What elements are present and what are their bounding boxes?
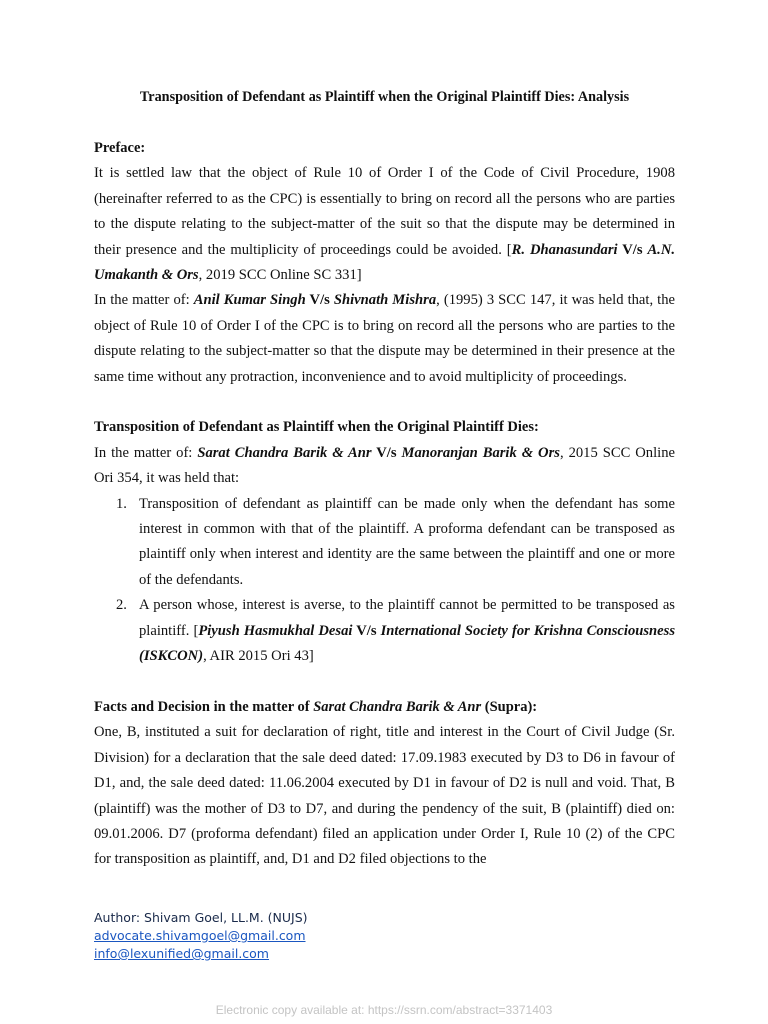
transposition-heading: Transposition of Defendant as Plaintiff when the Original Plaintiff Dies: [94, 419, 539, 436]
case-name: Shivnath Mishra [333, 292, 437, 309]
email-link-1[interactable]: advocate.shivamgoel@gmail.com [94, 928, 306, 943]
preface-paragraph-1: It is settled law that the object of Rule 10 of Order I of the Code of Civil Procedure, 1908 (hereinafter referred to as the CPC) is essentially to bring on record all the persons who are parties to the dispute relating to the subject-matter of the suit so that the dispute may be determined in their presence and the multiplicity of proceedings could be avoided. [R. Dhanasundari V/s A.N. Umakanth & Ors, 2019 SCC Online SC 331] [94, 165, 676, 284]
author-name: Author: Shivam Goel, LL.M. (NUJS) [94, 910, 308, 925]
holdings-list [94, 492, 675, 670]
document-title: Transposition of Defendant as Plaintiff when the Original Plaintiff Dies: Analysis [139, 89, 630, 105]
list-item: 2. A person whose, interest is averse, to the plaintiff cannot be permitted to be transposed as plaintiff. [Piyush Hasmukhal Desai V/s International Society for Krishna Consciousness (ISKCON), AIR 2015 Ori 43] [116, 597, 676, 665]
preface-heading: Preface: [94, 140, 146, 156]
case-name: A.N. Umakanth & Ors [94, 241, 676, 284]
case-name: Anil Kumar Singh [193, 292, 306, 309]
facts-paragraph: One, B, instituted a suit for declaration of right, title and interest in the Court of Civil Judge (Sr. Division) for a declaration that the sale deed dated: 17.09.1983 executed by D3 to D6 in favour of D1, and, the sale deed dated: 11.06.2004 executed by D1 in favour of D2 is null and void. That, B (plaintiff) was the mother of D3 to D7, and during the pendency of the suit, B (plaintiff) died on: 09.01.2006. D7 (proforma defendant) filed an application under Order I, Rule 10 (2) of the CPC for transposition as plaintiff, and, D1 and D2 filed objections to the [94, 724, 675, 868]
document-page [94, 86, 675, 873]
transposition-paragraph: In the matter of: Sarat Chandra Barik & Anr V/s Manoranjan Barik & Ors, 2015 SCC Online Ori 354, it was held that: [94, 444, 675, 487]
email-link-2[interactable]: info@lexunified@gmail.com [94, 946, 269, 961]
case-name: Manoranjan Barik & Ors [401, 444, 560, 461]
case-name: Piyush Hasmukhal Desai [198, 622, 353, 639]
author-footer [94, 909, 308, 963]
ssrn-watermark: Electronic copy available at: https://ssrn.com/abstract=3371403 [215, 1003, 553, 1017]
facts-heading: Facts and Decision in the matter of Sarat Chandra Barik & Anr (Supra): [94, 698, 538, 715]
case-name: R. Dhanasundari [511, 241, 618, 258]
case-name: International Society for Krishna Consciousness (ISKCON) [139, 622, 676, 665]
list-item: 1. Transposition of defendant as plaintiff can be made only when the defendant has some interest in common with that of the plaintiff. A proforma defendant can be transposed as plaintiff only when interest and identity are the same between the plaintiff and one or more of the defendants. [116, 495, 675, 588]
preface-paragraph-2: In the matter of: Anil Kumar Singh V/s Shivnath Mishra, (1995) 3 SCC 147, it was held that, the object of Rule 10 of Order I of the CPC is to bring on record all the persons who are parties to the dispute relating to the subject-matter so that the dispute may be determined in their presence at the same time without any protraction, inconvenience and to avoid multiplicity of proceedings. [94, 292, 676, 385]
case-name: Sarat Chandra Barik & Anr [313, 698, 482, 715]
case-name: Sarat Chandra Barik & Anr [197, 444, 372, 461]
